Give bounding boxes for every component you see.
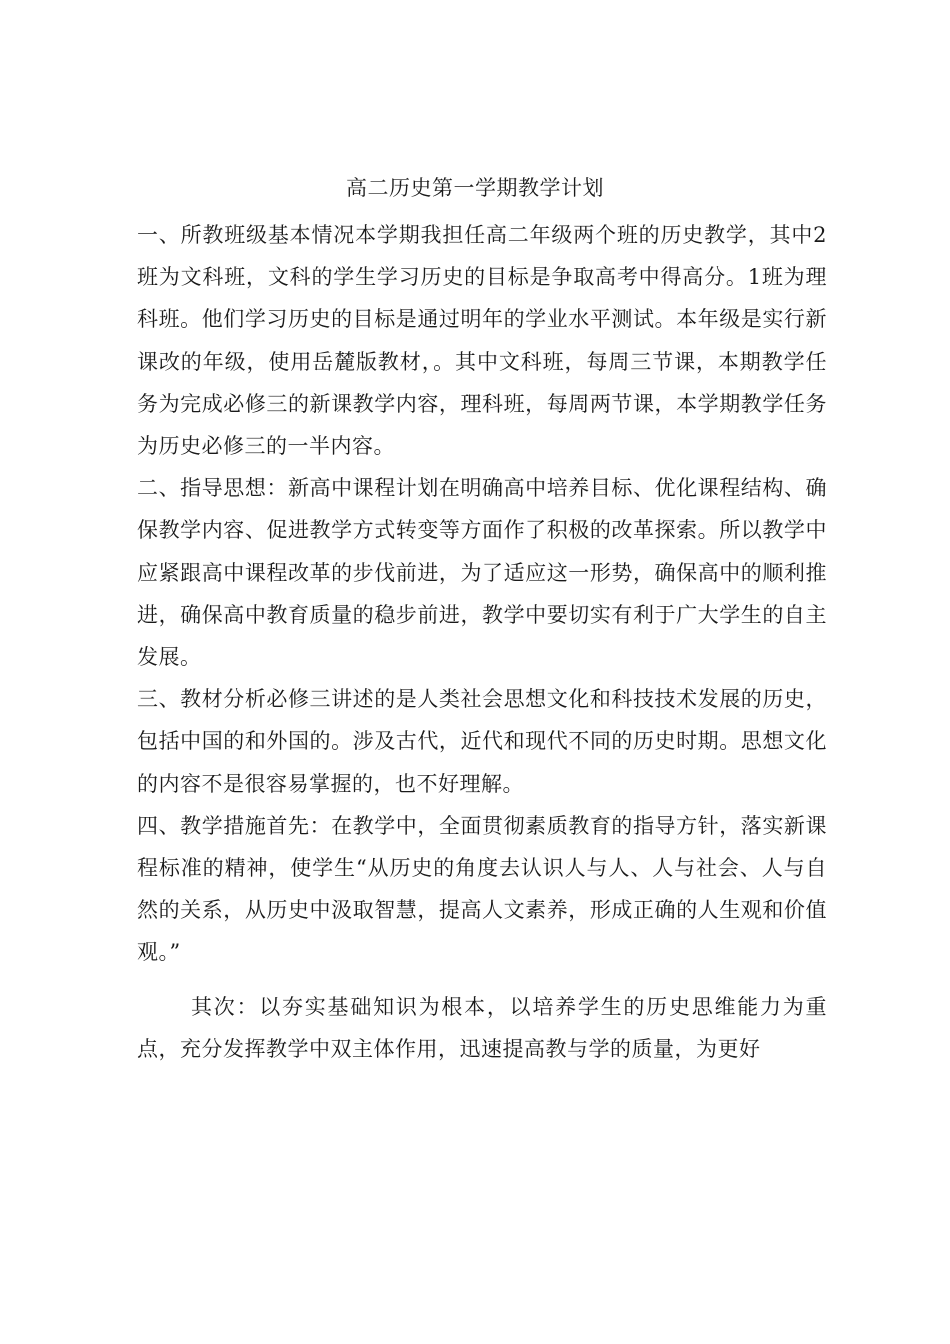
paragraph-textbook-analysis: 三、教材分析必修三讲述的是人类社会思想文化和科技技术发展的历史，包括中国的和外国的。涉及古代，近代和现代不同的历史时期。思想文化的内容不是很容易掌握的，也不好理解。 xyxy=(137,687,827,796)
paragraph-guiding-thought: 二、指导思想：新高中课程计划在明确高中培养目标、优化课程结构、确保教学内容、促进教学方式转变等方面作了积极的改革探索。所以教学中应紧跟高中课程改革的步伐前进，为了适应这一形势，确保高中的顺利推进，确保高中教育质量的稳步前进，教学中要切实有利于广大学生的自主发展。 xyxy=(137,476,827,670)
paragraph-secondly: 其次：以夯实基础知识为根本，以培养学生的历史思维能力为重点，充分发挥教学中双主体作用，迅速提高教与学的质量，为更好 xyxy=(137,994,827,1061)
paragraph-class-situation: 一、所教班级基本情况本学期我担任高二年级两个班的历史教学，其中2班为文科班，文科的学生学习历史的目标是争取高考中得高分。1班为理科班。他们学习历史的目标是通过明年的学业水平测试。本年级是实行新课改的年级，使用岳麓版教材，。其中文科班，每周三节课，本期教学任务为完成必修三的新课教学内容，理科班，每周两节课，本学期教学任务为历史必修三的一半内容。 xyxy=(137,223,827,459)
document-title: 高二历史第一学期教学计划 xyxy=(346,176,604,200)
document-body xyxy=(137,214,827,1070)
paragraph-teaching-measures: 四、教学措施首先：在教学中，全面贯彻素质教育的指导方针，落实新课程标准的精神，使学生“从历史的角度去认识人与人、人与社会、人与自然的关系，从历史中汲取智慧，提高人文素养，形成正确的人生观和价值观。” xyxy=(137,813,827,965)
